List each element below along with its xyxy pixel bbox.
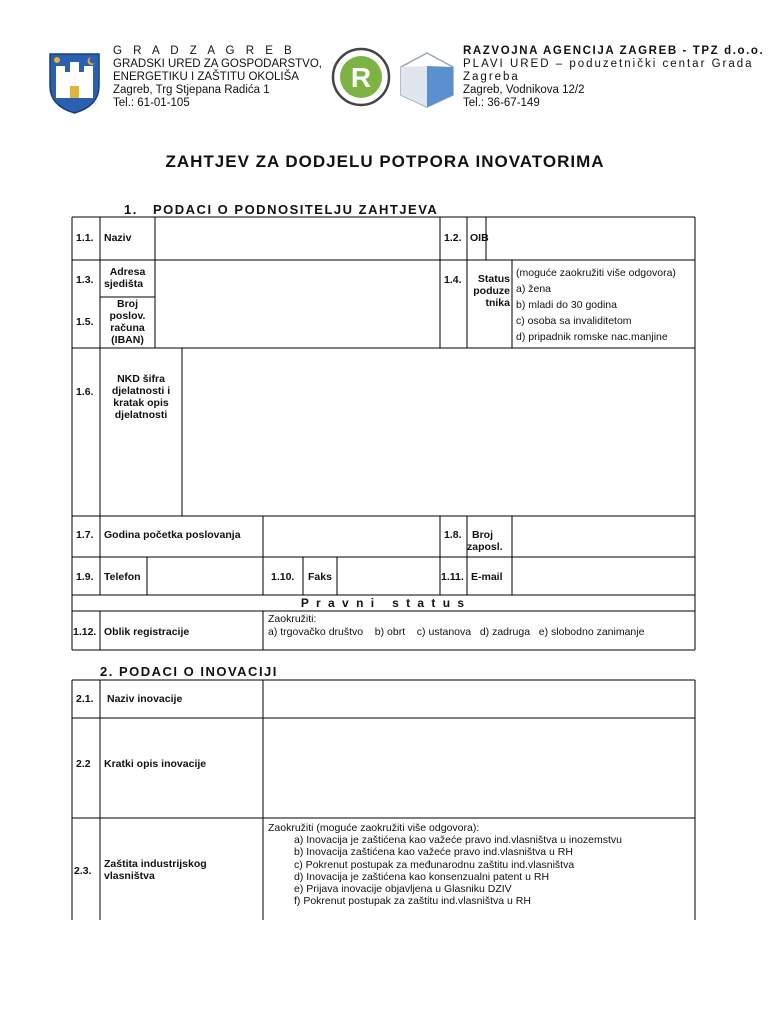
status-label [462, 273, 510, 309]
nkd-label-line-4: djelatnosti [114, 409, 168, 421]
ip-option-f[interactable]: f) Pokrenut postupak za zaštitu ind.vlasništva u RH [294, 895, 531, 908]
iban-label [100, 298, 155, 346]
iban-label-line-4: (IBAN) [111, 334, 144, 346]
row-1-6-number: 1.6. [76, 386, 94, 398]
nkd-label [100, 373, 182, 421]
status-label-line-2: poduze [473, 285, 510, 297]
innovation-name-label: Naziv inovacije [107, 693, 183, 705]
start-year-label: Godina početka poslovanja [104, 529, 241, 541]
row-1-11-number: 1.11. [441, 571, 464, 583]
employees-label-line-1: Broj [472, 529, 493, 541]
fax-field[interactable] [338, 558, 439, 594]
ip-option-e[interactable]: e) Prijava inovacije objavljena u Glasniku DZIV [294, 883, 512, 896]
nkd-label-line-1: NKD šifra [117, 373, 165, 385]
nkd-label-line-3: kratak opis [113, 397, 169, 409]
ip-protection-intro: Zaokružiti (moguće zaokružiti više odgovora): [268, 822, 480, 834]
nkd-field[interactable] [183, 349, 694, 515]
office-address: Zagreb, Trg Stjepana Radića 1 [113, 84, 270, 96]
address-label-line-2: sjedišta [104, 278, 144, 290]
oib-label: OIB [470, 232, 489, 244]
status-option-d[interactable]: d) pripadnik romske nac.manjine [516, 331, 668, 343]
status-option-b[interactable]: b) mladi do 30 godina [516, 299, 617, 311]
innovation-description-label: Kratki opis inovacije [104, 758, 207, 770]
ip-option-a[interactable]: a) Inovacija je zaštićena kao važeće pravo ind.vlasništva u inozemstvu [294, 834, 623, 846]
status-label-line-3: tnika [485, 297, 510, 309]
ip-protection-label-line-1: Zaštita industrijskog [104, 858, 207, 870]
row-2-1-number: 2.1. [76, 693, 94, 705]
agency-office-1: PLAVI URED – poduzetnički centar Grada [463, 58, 754, 70]
row-1-8-number: 1.8. [444, 529, 462, 541]
section-1-number: 1. [124, 202, 138, 217]
section-1-title: PODACI O PODNOSITELJU ZAHTJEVA [153, 202, 439, 217]
status-label-line-1: Status [477, 273, 510, 285]
email-label: E-mail [471, 571, 503, 583]
iban-field[interactable] [156, 298, 439, 347]
registration-options[interactable]: a) trgovačko društvo b) obrt c) ustanova d) zadruga e) slobodno zanimanje [268, 626, 645, 638]
agency-address: Zagreb, Vodnikova 12/2 [463, 84, 585, 96]
name-field[interactable] [156, 218, 439, 259]
agency-office-2: Zagreba [463, 71, 520, 83]
row-2-2-number: 2.2 [76, 758, 91, 770]
innovation-description-field[interactable] [264, 719, 694, 817]
row-1-9-number: 1.9. [76, 571, 94, 583]
employees-field[interactable] [513, 517, 694, 556]
r-logo-letter: R [350, 62, 372, 93]
email-field[interactable] [513, 558, 694, 594]
phone-field[interactable] [148, 558, 262, 594]
phone-label: Telefon [104, 571, 141, 583]
agency-name: RAZVOJNA AGENCIJA ZAGREB - TPZ d.o.o. [463, 45, 765, 57]
ip-protection-label-line-2: vlasništva [104, 870, 155, 882]
name-label: Naziv [104, 232, 132, 244]
row-1-12-number: 1.12. [73, 626, 97, 638]
row-1-10-number: 1.10. [271, 571, 295, 583]
fax-label: Faks [308, 571, 332, 583]
section-2-title: 2. PODACI O INOVACIJI [100, 664, 278, 679]
address-field[interactable] [156, 261, 439, 297]
registration-label: Oblik registracije [104, 626, 190, 638]
ip-option-c[interactable]: c) Pokrenut postupak za međunarodnu zaštitu ind.vlasništva [294, 858, 575, 871]
row-1-4-number: 1.4. [444, 274, 462, 286]
iban-label-line-1: Broj [117, 298, 138, 310]
nkd-label-line-2: djelatnosti i [111, 385, 171, 397]
ip-protection-options[interactable] [294, 834, 622, 908]
agency-phone: Tel.: 36-67-149 [463, 97, 540, 109]
page-title: ZAHTJEV ZA DODJELU POTPORA INOVATORIMA [165, 152, 605, 171]
ip-option-b[interactable]: b) Inovacija zaštićena kao važeće pravo ind.vlasništva u RH [294, 846, 573, 859]
row-1-2-number: 1.2. [444, 232, 462, 244]
iban-label-line-3: računa [110, 322, 145, 334]
status-option-a[interactable]: a) žena [516, 283, 552, 295]
address-label-line-1: Adresa [109, 266, 146, 278]
employees-label-line-2: zaposl. [467, 541, 503, 553]
row-1-3-number: 1.3. [76, 274, 94, 286]
innovation-name-field[interactable] [264, 681, 694, 717]
start-year-field[interactable] [264, 517, 439, 556]
employees-label [467, 529, 503, 553]
office-line-2: ENERGETIKU I ZAŠTITU OKOLIŠA [113, 71, 299, 83]
city-name: G R A D Z A G R E B [113, 45, 296, 57]
office-line-1: GRADSKI URED ZA GOSPODARSTVO, [113, 58, 322, 70]
row-1-5-number: 1.5. [76, 316, 94, 328]
ip-protection-label [104, 858, 207, 882]
row-1-1-number: 1.1. [76, 232, 94, 244]
office-phone: Tel.: 61-01-105 [113, 97, 190, 109]
oib-field[interactable] [487, 218, 694, 259]
ip-option-d[interactable]: d) Inovacija je zaštićena kao konsenzualni patent u RH [294, 870, 550, 883]
iban-label-line-2: poslov. [109, 310, 146, 322]
address-label [100, 266, 155, 290]
status-option-c[interactable]: c) osoba sa invaliditetom [516, 315, 632, 327]
legal-status-heading: P r a v n i s t a t u s [300, 596, 467, 610]
row-2-3-number: 2.3. [74, 865, 92, 877]
row-1-7-number: 1.7. [76, 529, 94, 541]
status-options[interactable] [516, 265, 676, 345]
registration-instruction: Zaokružiti: [268, 613, 317, 625]
status-options-intro: (moguće zaokružiti više odgovora) [516, 267, 676, 279]
